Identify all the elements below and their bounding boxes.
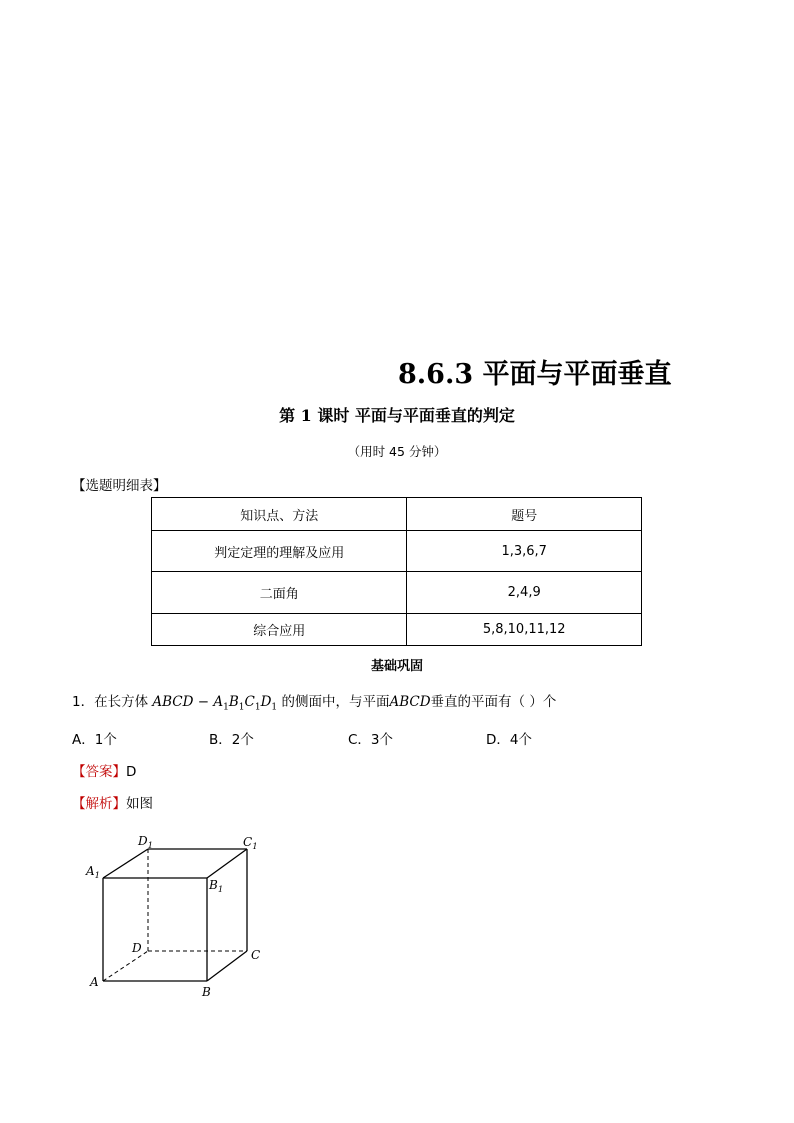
table-cell: 1,3,6,7 [407, 531, 642, 572]
table-row [152, 572, 642, 614]
option-c: C．3个 [348, 732, 394, 748]
math-term: C [244, 694, 255, 710]
table-cell: 综合应用 [152, 614, 407, 646]
analysis-text: 如图 [126, 796, 153, 812]
math-subscript: 1 [223, 702, 229, 713]
label-b1: $B_1$ [209, 878, 224, 895]
question-text: 的侧面中，与平面 [281, 694, 390, 710]
edge-ad-hidden [103, 951, 148, 981]
analysis-tag: 【解析】 [72, 796, 126, 812]
math-subscript: 1 [271, 702, 278, 713]
label-c: C [251, 948, 261, 962]
table-cell: 5,8,10,11,12 [407, 614, 642, 646]
table-row [152, 531, 642, 572]
table-header-row [152, 498, 642, 531]
plane-name: ABCD [389, 694, 431, 710]
label-a1: $A_1$ [86, 864, 101, 881]
option-b: B．2个 [209, 732, 254, 748]
table-cell: 2,4,9 [407, 572, 642, 614]
cuboid-figure [80, 825, 280, 1005]
edge-a1d1 [103, 849, 148, 878]
edge-b1c1 [207, 849, 247, 878]
section-heading: 基础巩固 [370, 659, 423, 674]
math-operator: − [197, 694, 210, 710]
edge-bc [207, 951, 247, 981]
label-a: A [90, 975, 99, 989]
math-subscript: 1 [238, 702, 245, 713]
math-term: ABCD [152, 694, 194, 710]
label-b: B [202, 985, 211, 999]
math-expression [152, 694, 281, 713]
option-a: A．1个 [72, 732, 117, 748]
table-cell: 二面角 [152, 572, 407, 614]
label-d: D [132, 941, 142, 955]
table-header-cell: 知识点、方法 [152, 498, 407, 531]
table-cell: 判定定理的理解及应用 [152, 531, 407, 572]
math-term: A [213, 694, 224, 710]
label-c1: $C_1$ [243, 835, 258, 852]
label-d1: $D_1$ [138, 834, 154, 851]
table-row [152, 614, 642, 646]
option-d: D．4个 [486, 732, 532, 748]
question-1 [72, 690, 556, 713]
answer-value: D [126, 764, 137, 780]
page-title: 8.6.3 平面与平面垂直 [398, 359, 672, 390]
math-term: D [260, 694, 272, 710]
answer-tag: 【答案】 [72, 764, 126, 780]
analysis-line [72, 792, 153, 812]
answer-line [72, 760, 136, 780]
question-number: 1．在长方体 [72, 694, 149, 710]
question-selection-table [151, 497, 642, 646]
lesson-subtitle: 第 1 课时 平面与平面垂直的判定 [279, 406, 515, 425]
time-note: （用时 45 分钟） [347, 444, 447, 459]
math-term: B [228, 694, 239, 710]
table-header-cell: 题号 [407, 498, 642, 531]
question-text: 垂直的平面有（ ）个 [430, 694, 557, 710]
math-subscript: 1 [254, 702, 261, 713]
table-heading: 【选题明细表】 [72, 478, 167, 494]
